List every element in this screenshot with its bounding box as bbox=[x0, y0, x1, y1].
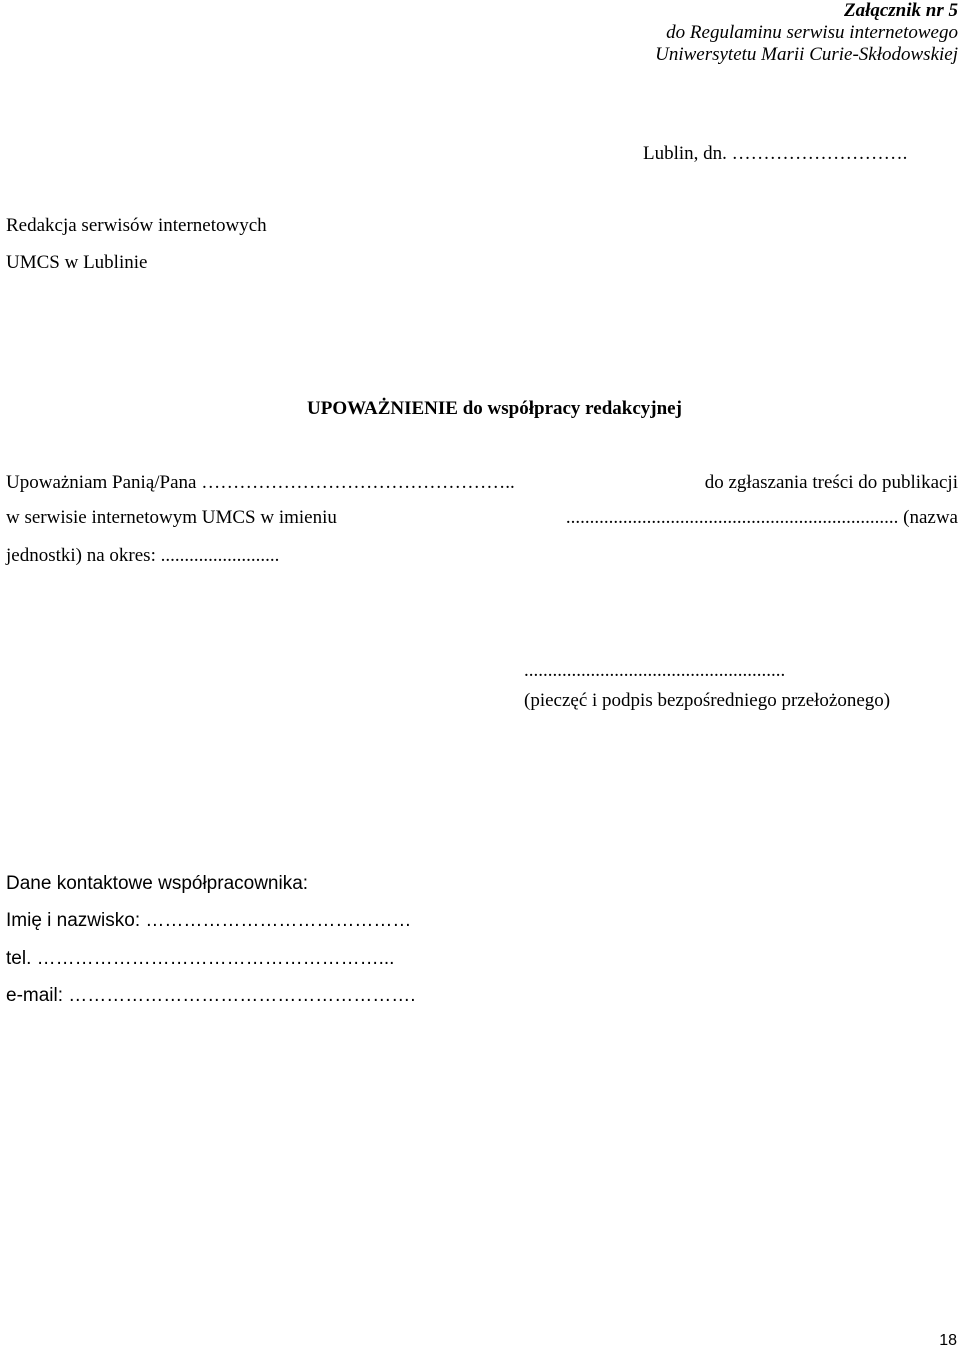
contact-email-field: e-mail: ………………………………………………. bbox=[6, 985, 416, 1006]
addressee-line-1: Redakcja serwisów internetowych bbox=[6, 215, 267, 236]
addressee-line-2: UMCS w Lublinie bbox=[6, 252, 148, 273]
authorization-paragraph-line-3: jednostki) na okres: ......................... bbox=[6, 545, 280, 566]
authorization-paragraph-line-2 bbox=[6, 507, 958, 529]
contact-phone-field: tel. ………………………………………………... bbox=[6, 948, 395, 969]
authorization-line-2-left: w serwisie internetowym UMCS w imieniu bbox=[6, 507, 337, 528]
authorization-line-1-left: Upoważniam Panią/Pana ………………………………………….. bbox=[6, 472, 515, 493]
contact-heading: Dane kontaktowe współpracownika: bbox=[6, 873, 309, 894]
authorization-line-1-right: do zgłaszania treści do publikacji bbox=[704, 472, 958, 493]
annex-subtitle-line-1: do Regulaminu serwisu internetowego bbox=[666, 22, 958, 43]
signature-caption: (pieczęć i podpis bezpośredniego przełożonego) bbox=[524, 690, 891, 711]
page-number: 18 bbox=[939, 1332, 957, 1349]
authorization-paragraph-line-1 bbox=[6, 472, 958, 494]
annex-subtitle-line-2: Uniwersytetu Marii Curie-Skłodowskiej bbox=[655, 44, 958, 65]
contact-name-field: Imię i nazwisko: …………………………………… bbox=[6, 910, 412, 931]
place-date: Lublin, dn. ………………………. bbox=[643, 143, 908, 164]
annex-title: Załącznik nr 5 bbox=[843, 0, 958, 21]
signature-line: ....................................................... bbox=[524, 660, 786, 681]
authorization-line-2-right: ...................................................................... (nazwa bbox=[565, 507, 958, 528]
document-title: UPOWAŻNIENIE do współpracy redakcyjnej bbox=[307, 398, 682, 419]
